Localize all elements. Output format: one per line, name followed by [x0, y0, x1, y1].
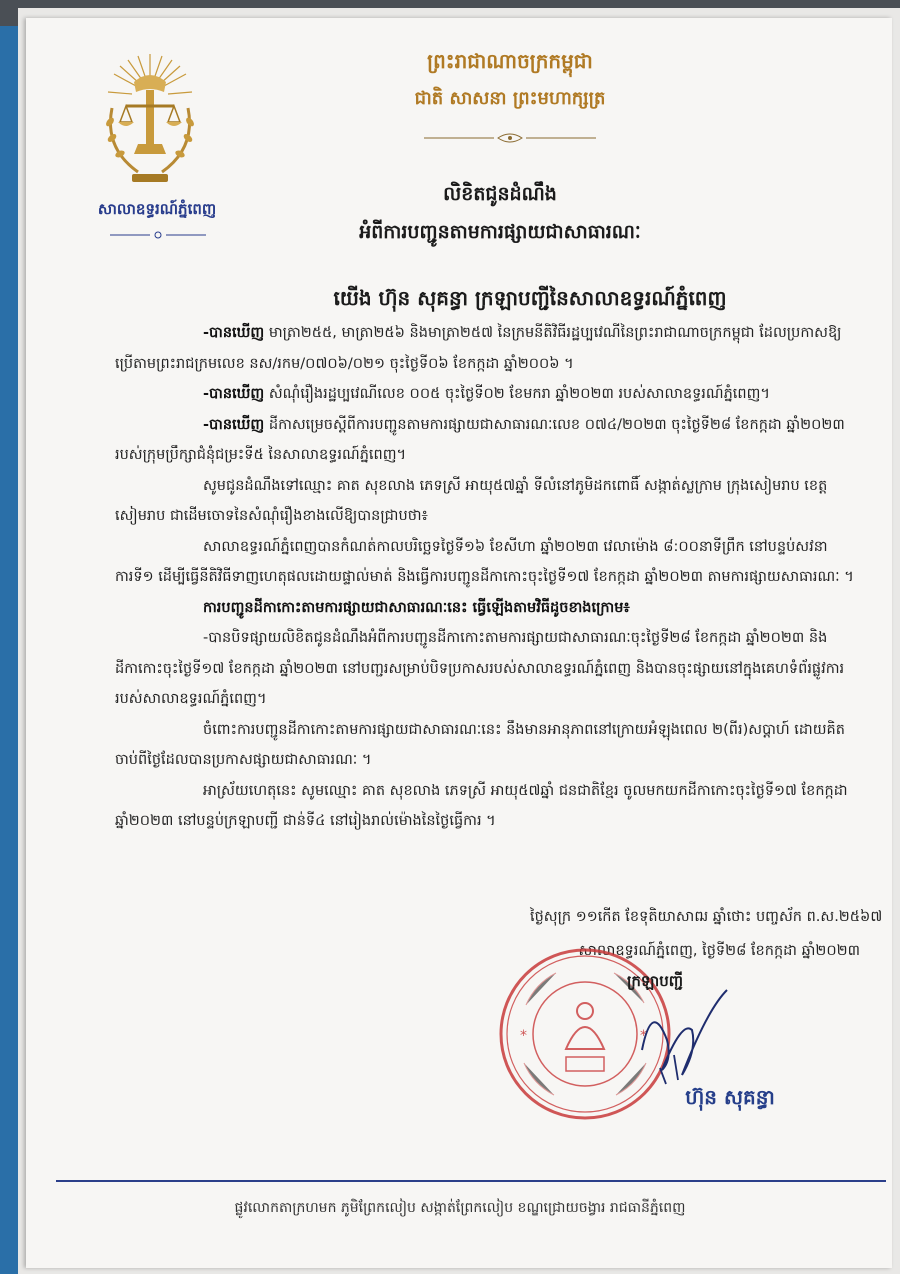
paragraph-7: -បានបិទផ្សាយលិខិតជូនដំណឹងអំពីការបញ្ជូនដីកាកោះតាមការផ្សាយជាសាធារណៈចុះថ្ងៃទី២៨ ខែកក្កដា ឆ្នាំ២០២៣ និងដីកាកោះចុះថ្ងៃទី១៧ ខែកក្កដា ឆ្នាំ២០២៣ នៅបញ្ជរសម្រាប់បិទប្រកាសរបស់សាលាឧទ្ធរណ៍ភ្នំពេញ និងបានចុះផ្សាយនៅក្នុងគេហទំព័រផ្លូវការរបស់សាលាឧទ្ធរណ៍ភ្នំពេញ។: [115, 630, 845, 707]
issuer-statement: យើង ហ៊ុន សុគន្ធា ក្រឡាបញ្ជីនៃសាលាឧទ្ធរណ៍ភ្នំពេញ: [333, 286, 727, 310]
court-emblem-icon: [98, 48, 202, 188]
paragraph-6: ការបញ្ជូនដីកាកោះតាមការផ្សាយជាសាធារណៈនេះ ធ្វើឡើងតាមវិធីដូចខាងក្រោម៖: [203, 599, 630, 616]
court-divider-ornament-icon: [108, 230, 208, 240]
paragraph-9: អាស្រ័យហេតុនេះ សូមឈ្មោះ គាត សុខលាង ភេទស្រី អាយុ៥៧ឆ្នាំ ជនជាតិខ្មែរ ចូលមកយកដីកាកោះចុះថ្ងៃទី១៧ ខែកក្កដា ឆ្នាំ២០២៣ នៅបន្ទប់ក្រឡាបញ្ជី ជាន់ទី៤ នៅរៀងរាល់ម៉ោងនៃថ្ងៃធ្វើការ ។: [115, 782, 848, 829]
handwritten-signature-icon: [622, 980, 732, 1090]
national-motto: ជាតិ សាសនា ព្រះមហាក្សត្រ: [414, 88, 606, 109]
solar-date: សាលាឧទ្ធរណ៍ភ្នំពេញ, ថ្ងៃទី២៨ ខែកក្កដា ឆ្នាំ២០២៣: [578, 943, 860, 959]
footer-address: ផ្លូវលោកតាក្រហមក ភូមិព្រែកលៀប សង្កាត់ព្រែកលៀប ខណ្ឌជ្រោយចង្វារ រាជធានីភ្នំពេញ: [234, 1200, 686, 1216]
signatory-title: ក្រឡាបញ្ជី: [626, 972, 684, 990]
document-title: លិខិតជូនដំណឹង: [443, 183, 557, 205]
svg-text:*: *: [520, 1028, 527, 1044]
header-divider-ornament-icon: [420, 132, 600, 144]
paragraph-4: សូមជូនដំណឹងទៅឈ្មោះ គាត សុខលាង ភេទស្រី អាយុ៥៧ឆ្នាំ ទីលំនៅភូមិដកពោធិ៍ សង្កាត់ស្លក្រាម ក្រុងសៀមរាប ខេត្តសៀមរាប ជាដើមចោទនៃសំណុំរឿងខាងលើឱ្យបានជ្រាបថា៖: [115, 477, 828, 524]
paragraph-3: -បានឃើញ ដីកាសម្រេចស្ដីពីការបញ្ជូនតាមការផ្សាយជាសាធារណៈលេខ ០៧៤/២០២៣ ចុះថ្ងៃទី២៨ ខែកក្កដា ឆ្នាំ២០២៣ របស់ក្រុមប្រឹក្សាជំនុំជម្រះទី៥ នៃសាលាឧទ្ធរណ៍ភ្នំពេញ។: [115, 416, 845, 463]
footer-divider: [56, 1180, 886, 1182]
kingdom-header: ព្រះរាជាណាចក្រកម្ពុជា: [427, 49, 593, 73]
paragraph-2: -បានឃើញ សំណុំរឿងរដ្ឋប្បវេណីលេខ ០០៥ ចុះថ្ងៃទី០២ ខែមករា ឆ្នាំ២០២៣ របស់សាលាឧទ្ធរណ៍ភ្នំពេញ។: [203, 386, 770, 402]
svg-text:*: *: [640, 1028, 647, 1044]
court-name: សាលាឧទ្ធរណ៍ភ្នំពេញ: [97, 200, 217, 218]
lunar-date: ថ្ងៃសុក្រ ១១កើត ខែទុតិយាសាឍ ឆ្នាំថោះ បញ្ចស័ក ព.ស.២៥៦៧: [530, 909, 883, 925]
document-subtitle: អំពីការបញ្ជូនតាមការផ្សាយជាសាធារណៈ: [359, 221, 641, 243]
paragraph-5: សាលាឧទ្ធរណ៍ភ្នំពេញបានកំណត់កាលបរិច្ឆេទថ្ងៃទី១៦ ខែសីហា ឆ្នាំ២០២៣ វេលាម៉ោង ៨:០០នាទីព្រឹក នៅបន្ទប់សវនាការទី១ ដើម្បីធ្វើនីតិវិធីទាញហេតុផលដោយផ្ទាល់មាត់ និងធ្វើការបញ្ជូនដីកាកោះចុះថ្ងៃទី១៧ ខែកក្កដា ឆ្នាំ២០២៣ តាមការផ្សាយសាធារណៈ ។: [115, 538, 854, 585]
paragraph-8: ចំពោះការបញ្ជូនដីកាកោះតាមការផ្សាយជាសាធារណៈនេះ នឹងមានអានុភាពនៅក្រោយអំឡុងពេល ២(ពីរ)សប្ដាហ៍ ដោយគិតចាប់ពីថ្ងៃដែលបានប្រកាសផ្សាយជាសាធារណៈ ។: [115, 721, 845, 768]
paragraph-1: -បានឃើញ មាត្រា២៥៥, មាត្រា២៥៦ និងមាត្រា២៥៧ នៃក្រមនីតិវិធីរដ្ឋប្បវេណីនៃព្រះរាជាណាចក្រកម្ពុជា ដែលប្រកាសឱ្យប្រើតាមព្រះរាជក្រមលេខ នស/រកម/០៧០៦/០២១ ចុះថ្ងៃទី០៦ ខែកក្កដា ឆ្នាំ២០០៦ ។: [115, 325, 842, 372]
signatory-name: ហ៊ុន សុគន្ធា: [685, 1085, 775, 1109]
document-body: [115, 318, 855, 837]
